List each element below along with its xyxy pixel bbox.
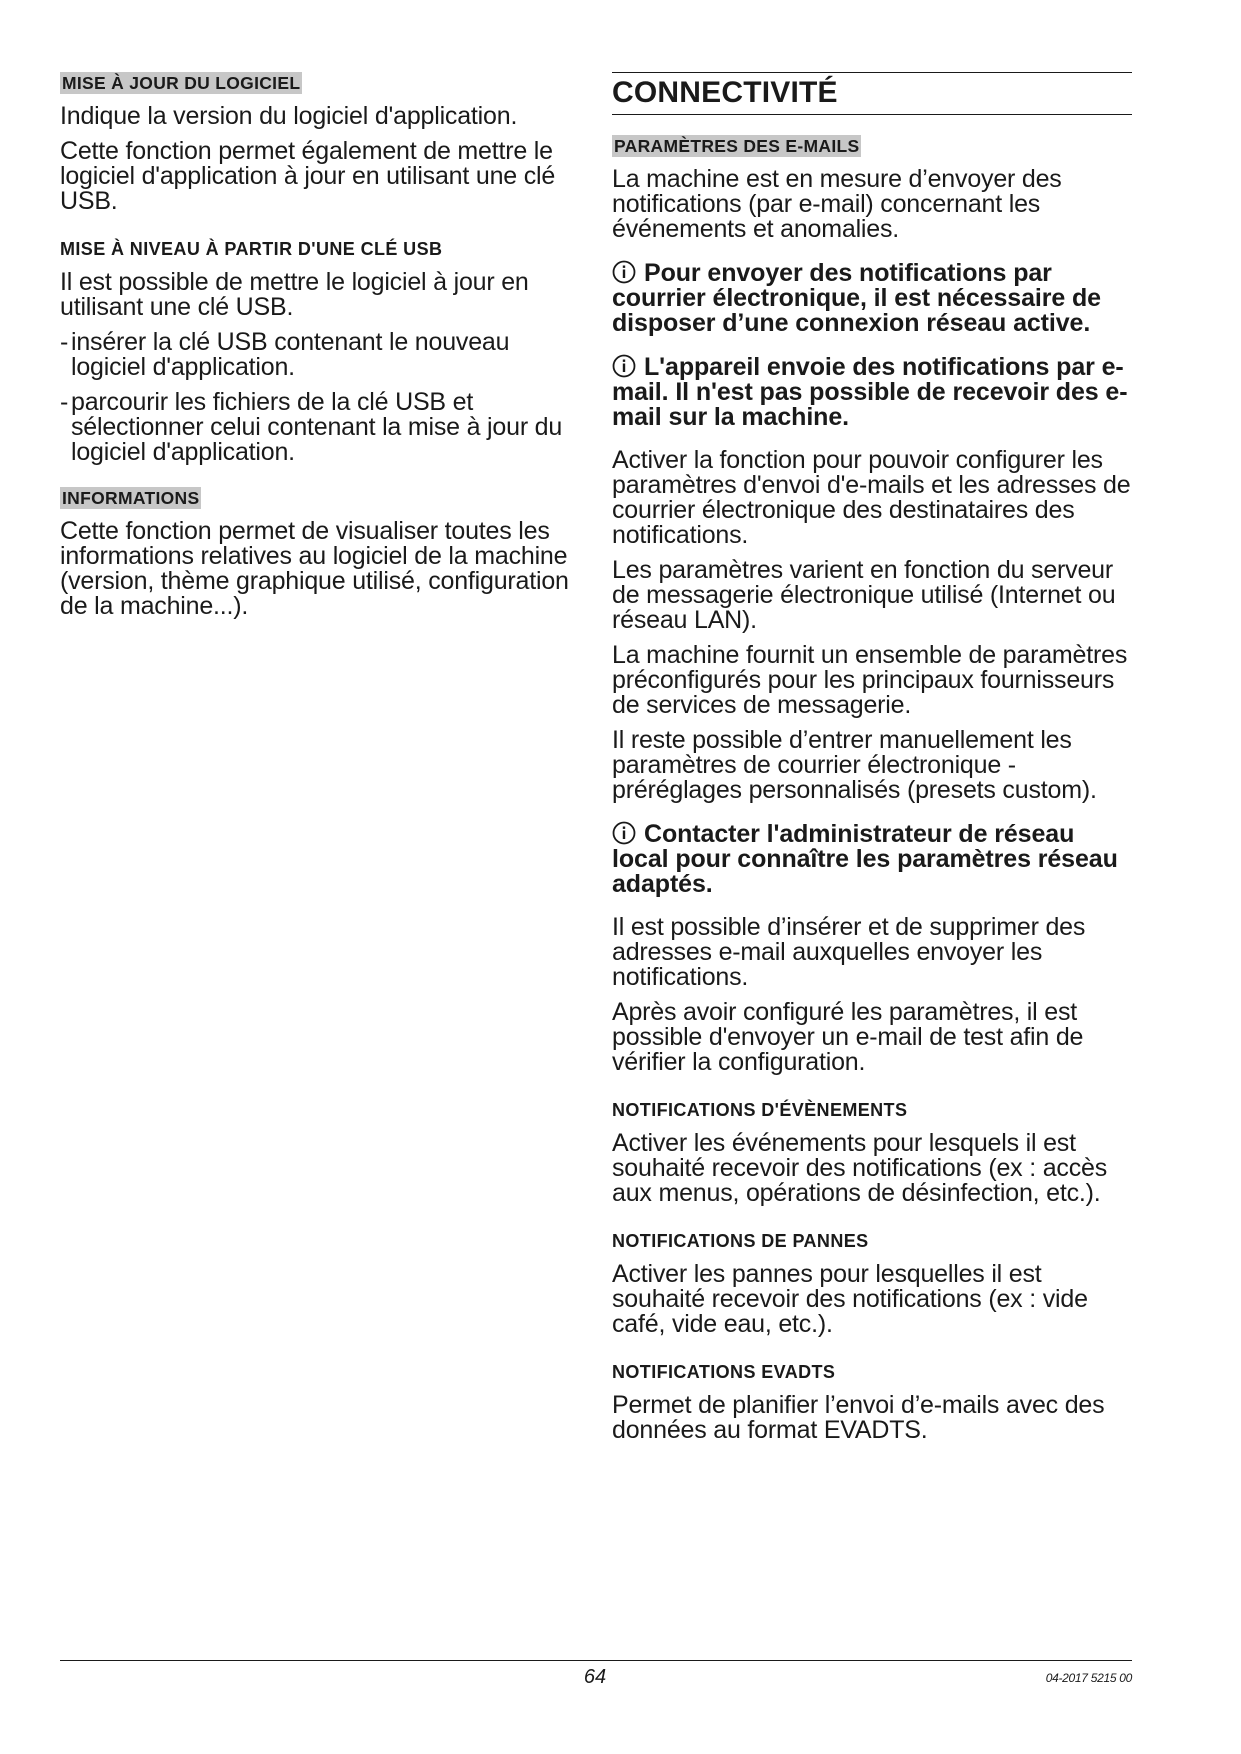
section-heading-informations: INFORMATIONS (62, 488, 200, 508)
failure-notifications-paragraph: Activer les pannes pour lesquelles il est souhaité recevoir des notifications (ex : vide café, vide eau, etc.). (612, 1260, 1088, 1338)
email-intro-paragraph: La machine est en mesure d’envoyer des notifications (par e-mail) concernant les événements et anomalies. (612, 165, 1062, 243)
list-dash: - (60, 328, 69, 356)
section-heading-email-settings: PARAMÈTRES DES E-MAILS (614, 136, 860, 156)
email-test-paragraph: Après avoir configuré les paramètres, il est possible d'envoyer un e-mail de test afin de vérifier la configuration. (612, 998, 1084, 1076)
note-text: Pour envoyer des notifications par courrier électronique, il est nécessaire de disposer d’une connexion réseau active. (612, 259, 1101, 337)
info-icon (612, 821, 636, 845)
section-title-bar (612, 72, 1132, 115)
section-heading-software-update: MISE À JOUR DU LOGICIEL (62, 73, 301, 93)
page-number: 64 (583, 1666, 607, 1688)
page-title: CONNECTIVITÉ (612, 76, 838, 109)
footer-rule (60, 1660, 1132, 1661)
right-column (612, 72, 1132, 1443)
event-notifications-paragraph: Activer les événements pour lesquels il est souhaité recevoir des notifications (ex : accès aux menus, opérations de désinfection, etc.). (612, 1129, 1108, 1207)
note-send-only (612, 354, 1132, 430)
list-item-text: insérer la clé USB contenant le nouveau logiciel d'application. (71, 328, 510, 381)
email-addresses-paragraph: Il est possible d’insérer et de supprimer des adresses e-mail auxquelles envoyer les notifications. (612, 913, 1086, 991)
software-update-paragraph: Cette fonction permet également de mettre le logiciel d'application à jour en utilisant une clé USB. (60, 137, 556, 215)
note-network-required (612, 260, 1132, 336)
document-code: 04-2017 5215 00 (1045, 1671, 1132, 1685)
note-contact-admin (612, 821, 1132, 897)
subheading-failure-notifications: NOTIFICATIONS DE PANNES (612, 1231, 869, 1251)
subheading-evadts-notifications: NOTIFICATIONS EVADTS (612, 1362, 836, 1382)
list-dash: - (60, 388, 69, 416)
informations-paragraph: Cette fonction permet de visualiser toutes les informations relatives au logiciel de la machine (version, thème graphique utilisé, configuration de la machine...). (60, 517, 569, 620)
subheading-usb-upgrade: MISE À NIVEAU À PARTIR D'UNE CLÉ USB (60, 239, 443, 259)
info-icon (612, 260, 636, 284)
left-column (60, 72, 580, 619)
evadts-notifications-paragraph: Permet de planifier l’envoi d’e-mails avec des données au format EVADTS. (612, 1391, 1105, 1444)
software-version-paragraph: Indique la version du logiciel d'application. (60, 102, 518, 130)
list-item (60, 390, 580, 465)
list-item (60, 330, 580, 380)
email-config-paragraph: Activer la fonction pour pouvoir configurer les paramètres d'envoi d'e-mails et les adresses de courrier électronique des destinataires des notifications. (612, 446, 1131, 549)
note-text: Contacter l'administrateur de réseau local pour connaître les paramètres réseau adaptés. (612, 820, 1118, 898)
email-server-paragraph: Les paramètres varient en fonction du serveur de messagerie électronique utilisé (Internet ou réseau LAN). (612, 556, 1116, 634)
usb-upgrade-paragraph: Il est possible de mettre le logiciel à jour en utilisant une clé USB. (60, 268, 529, 321)
list-item-text: parcourir les fichiers de la clé USB et sélectionner celui contenant la mise à jour du logiciel d'application. (71, 388, 563, 466)
email-manual-paragraph: Il reste possible d’entrer manuellement les paramètres de courrier électronique - préréglages personnalisés (presets custom). (612, 726, 1097, 804)
info-icon (612, 354, 636, 378)
subheading-event-notifications: NOTIFICATIONS D'ÉVÈNEMENTS (612, 1100, 908, 1120)
email-presets-paragraph: La machine fournit un ensemble de paramètres préconfigurés pour les principaux fournisseurs de services de messagerie. (612, 641, 1128, 719)
note-text: L'appareil envoie des notifications par e-mail. Il n'est pas possible de recevoir des e-mail sur la machine. (612, 353, 1128, 431)
